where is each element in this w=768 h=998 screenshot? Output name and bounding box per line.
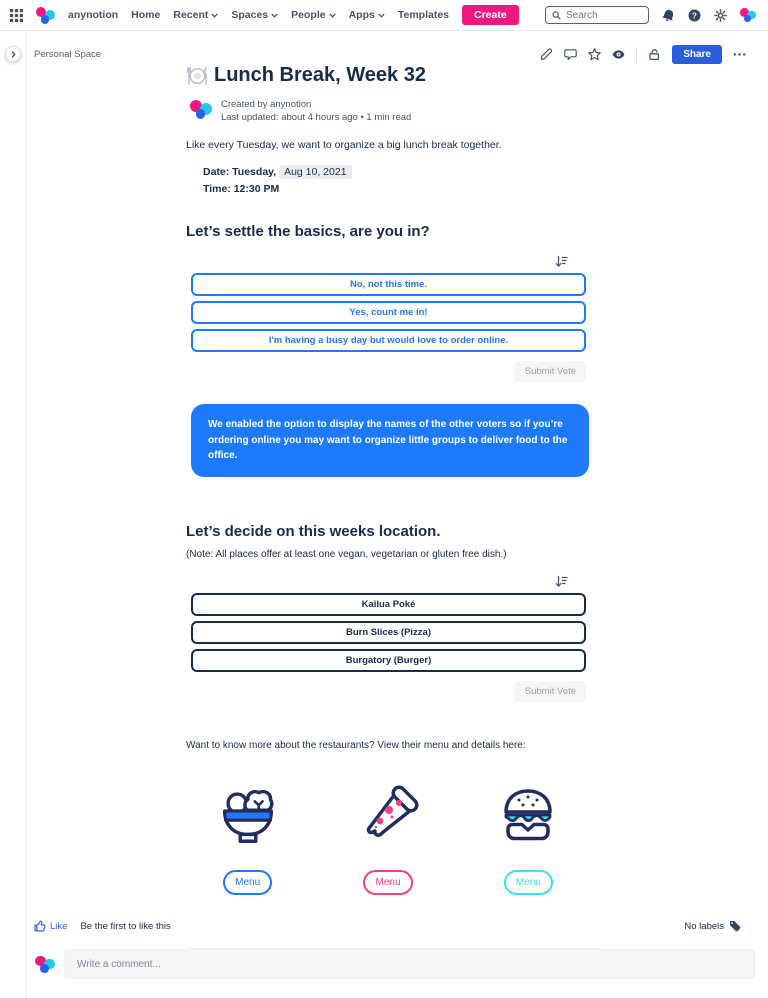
page-title: Lunch Break, Week 32 [186, 64, 588, 87]
poke-bowl-icon [216, 778, 280, 852]
time-line: Time: 12:30 PM [203, 183, 280, 195]
create-button[interactable]: Create [462, 5, 519, 25]
nav-item-people[interactable]: People [291, 9, 335, 21]
nav-item-recent[interactable]: Recent [173, 9, 218, 21]
date-chip[interactable]: Aug 10, 2021 [279, 165, 351, 179]
poll2-option-2[interactable]: Burn Slices (Pizza) [191, 621, 586, 644]
search-input[interactable] [566, 10, 642, 21]
datetime-block [203, 164, 588, 198]
breadcrumb[interactable]: Personal Space [34, 49, 102, 60]
menu-button-poke[interactable]: Menu [223, 870, 272, 895]
poll2-heading: Let’s decide on this weeks location. [186, 522, 441, 540]
labels-text: No labels [684, 920, 724, 932]
page-actions [540, 45, 746, 64]
byline-separator: • [360, 112, 364, 123]
comment-input[interactable]: Write a comment... [64, 949, 755, 979]
menu-button-burger[interactable]: Menu [504, 870, 553, 895]
profile-avatar[interactable] [740, 8, 756, 22]
read-time: 1 min read [366, 112, 412, 123]
menu-card-burger [469, 778, 588, 895]
nav-item-apps[interactable]: Apps [349, 9, 385, 21]
commenter-avatar [35, 955, 55, 973]
chevron-down-icon [378, 13, 385, 18]
nav-item-spaces[interactable]: Spaces [231, 9, 278, 21]
author-avatar[interactable] [190, 99, 212, 119]
sort-descending-icon[interactable] [555, 255, 568, 268]
menu-card-pizza [328, 778, 447, 895]
labels-button[interactable] [684, 920, 741, 932]
nav-item-home[interactable]: Home [131, 9, 161, 21]
poll1 [191, 255, 586, 382]
like-hint: Be the first to like this [80, 920, 171, 932]
byline-updated[interactable]: Last updated: about 4 hours ago [221, 112, 358, 123]
sort-descending-icon[interactable] [555, 575, 568, 588]
chevron-down-icon [271, 13, 278, 18]
poll2-submit-row [191, 681, 586, 702]
comment-row [35, 949, 755, 979]
top-nav [0, 0, 768, 31]
like-label: Like [50, 920, 68, 932]
search-icon [552, 10, 561, 21]
restrictions-icon[interactable] [648, 48, 661, 61]
poll1-option-3[interactable]: I'm having a busy day but would love to order online. [191, 329, 586, 352]
info-panel: We enabled the option to display the names of the other voters so if you’re ordering online you may want to organize little groups to deliver food to the office. [191, 404, 589, 477]
like-button[interactable] [34, 920, 67, 932]
page-content [186, 64, 588, 950]
byline-text [221, 98, 411, 124]
share-button[interactable]: Share [672, 45, 722, 64]
poll1-heading: Let’s settle the basics, are you in? [186, 223, 430, 240]
sidebar-expand-button[interactable] [5, 46, 21, 62]
edit-icon[interactable] [540, 48, 553, 61]
thumbs-up-icon [34, 920, 46, 932]
product-logo-icon[interactable] [36, 7, 55, 24]
nav-item-templates[interactable]: Templates [397, 9, 450, 21]
actions-divider [636, 48, 637, 62]
intro-paragraph: Like every Tuesday, we want to organize a big lunch break together. [186, 139, 502, 151]
poll2-sort-row [191, 575, 586, 588]
chevron-right-icon [11, 51, 16, 58]
comment-icon[interactable] [564, 48, 577, 61]
watch-icon[interactable] [612, 48, 625, 61]
nav-product-name[interactable]: anynotion [68, 9, 119, 21]
more-icon[interactable] [733, 48, 746, 61]
menu-button-pizza[interactable]: Menu [363, 870, 412, 895]
byline-created: Created by anynotion [221, 99, 312, 110]
search-box[interactable] [545, 6, 649, 24]
pizza-slice-icon [356, 778, 420, 852]
menu-card-poke [188, 778, 307, 895]
collapsed-sidebar-rail [0, 31, 27, 998]
restaurants-text: Want to know more about the restaurants? View their menu and details here: [186, 739, 526, 751]
svg-text:?: ? [692, 10, 697, 20]
help-icon[interactable] [688, 9, 701, 22]
poll1-option-2[interactable]: Yes, count me in! [191, 301, 586, 324]
poll1-submit-row [191, 361, 586, 382]
app-switcher-icon[interactable] [10, 9, 23, 22]
poll2 [191, 575, 586, 702]
plate-fork-knife-icon [186, 65, 208, 87]
poll2-option-3[interactable]: Burgatory (Burger) [191, 649, 586, 672]
like-row [34, 920, 741, 932]
byline [190, 98, 588, 124]
date-line [203, 164, 588, 181]
tag-icon [729, 920, 741, 932]
burger-icon [496, 778, 560, 852]
settings-icon[interactable] [714, 9, 727, 22]
poll1-submit-button[interactable]: Submit Vote [515, 361, 586, 382]
date-label: Date: Tuesday, [203, 166, 277, 178]
poll2-note: (Note: All places offer at least one vegan, vegetarian or gluten free dish.) [186, 548, 507, 560]
poll1-option-1[interactable]: No, not this time. [191, 273, 586, 296]
notifications-icon[interactable] [662, 9, 675, 22]
chevron-down-icon [329, 13, 336, 18]
chevron-down-icon [211, 13, 218, 18]
poll2-option-1[interactable]: Kailua Poké [191, 593, 586, 616]
poll1-sort-row [191, 255, 586, 268]
star-icon[interactable] [588, 48, 601, 61]
poll2-submit-button[interactable]: Submit Vote [515, 681, 586, 702]
menu-row [186, 778, 588, 895]
